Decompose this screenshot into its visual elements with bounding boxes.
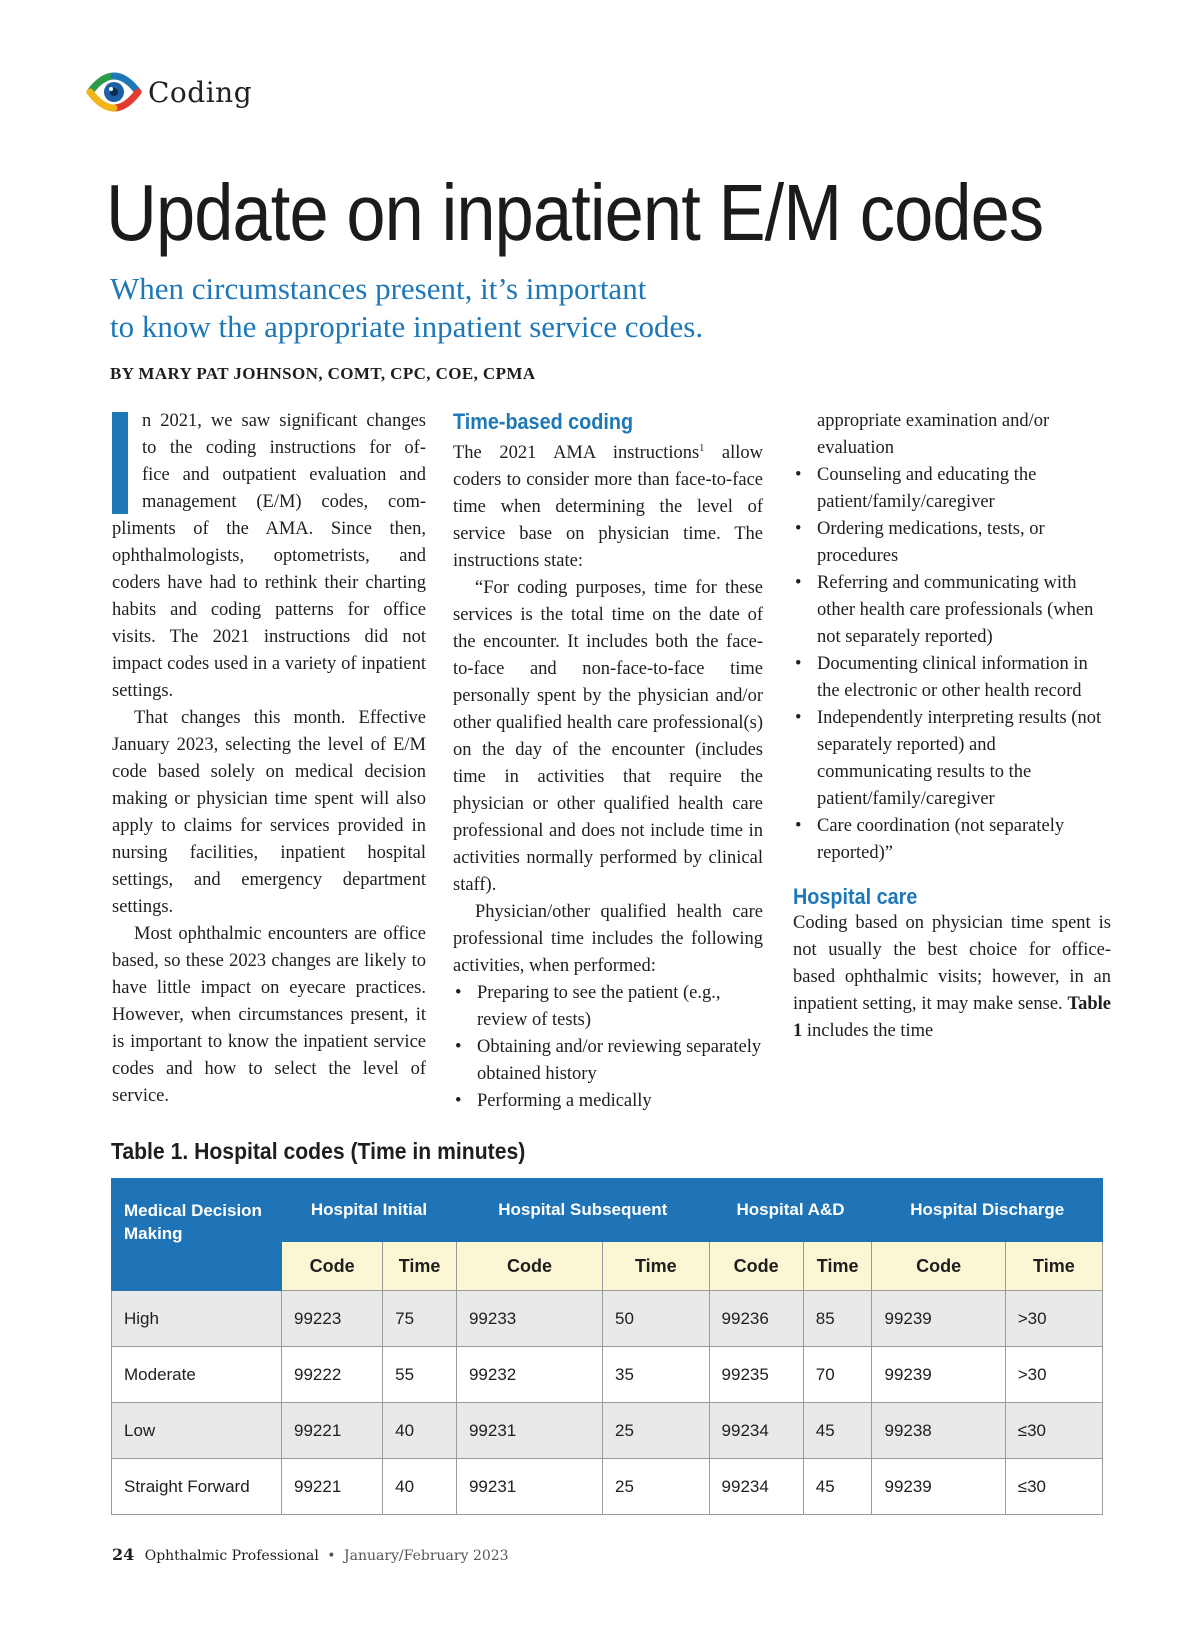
row-label: Moderate <box>112 1347 282 1403</box>
list-item: • Care coordination (not separately reported)” <box>817 813 1111 867</box>
table-cell: 99233 <box>456 1291 602 1347</box>
activity-list-continued <box>793 462 1111 867</box>
table-cell: 99232 <box>456 1347 602 1403</box>
subheader-cell: Code <box>282 1242 383 1291</box>
group-header: Hospital Initial <box>282 1179 457 1242</box>
drop-cap <box>112 412 128 514</box>
table-cell: 99231 <box>456 1403 602 1459</box>
publication-name: Ophthalmic Professional <box>144 1548 319 1564</box>
article-title: Update on inpatient E/M codes <box>106 168 1044 257</box>
subheader-cell: Time <box>803 1242 872 1291</box>
table-cell: 99239 <box>872 1459 1005 1515</box>
table-cell: 99223 <box>282 1291 383 1347</box>
table-row <box>112 1403 1103 1459</box>
table-cell: 75 <box>383 1291 457 1347</box>
table-cell: 45 <box>803 1403 872 1459</box>
table-body <box>112 1291 1103 1515</box>
paragraph-text: includes the time <box>802 1021 934 1041</box>
paragraph: That changes this month. Effective January 2023, selecting the level of E/M code based solely on medical decision making or physician time spent will also apply to claims for services provided in nursing facilities, inpatient hospital settings, and emergency department settings. <box>112 708 426 917</box>
row-label: Low <box>112 1403 282 1459</box>
paragraph-intro <box>112 408 426 705</box>
corner-header: Medical Decision Making <box>112 1179 282 1291</box>
subhead-time-based-coding: Time-based coding <box>453 409 634 434</box>
row-label: Straight Forward <box>112 1459 282 1515</box>
group-header: Hospital Subsequent <box>456 1179 709 1242</box>
subheader-cell: Time <box>1005 1242 1102 1291</box>
table-caption: Table 1. Hospital codes (Time in minutes) <box>111 1138 526 1164</box>
table-cell: 99221 <box>282 1459 383 1515</box>
table-cell: ≤30 <box>1005 1403 1102 1459</box>
paragraph <box>453 435 763 575</box>
subheader-cell: Code <box>709 1242 803 1291</box>
table-cell: 99221 <box>282 1403 383 1459</box>
hospital-codes-table <box>111 1178 1103 1515</box>
article-deck <box>110 270 810 346</box>
page-footer <box>112 1545 509 1564</box>
table-row <box>112 1459 1103 1515</box>
table-cell: 99222 <box>282 1347 383 1403</box>
table-cell: ≤30 <box>1005 1459 1102 1515</box>
quote-paragraph: “For coding purposes, time for these services is the total time on the date of the encounter. It includes both the face-to-face and non-face-to-face time personally spent by the physician and/or other qualified health care professional(s) on the day of the encounter (includes time in activities that require the physician or other qualified health care professional and does not include time in activities normally performed by clinical staff). <box>453 578 763 896</box>
article-column-1 <box>112 408 426 1110</box>
row-label: High <box>112 1291 282 1347</box>
subheader-cell: Code <box>456 1242 602 1291</box>
subhead-hospital-care: Hospital care <box>793 884 918 909</box>
paragraph: Physician/other qualified health care professional time includes the following activities, when performed: <box>453 902 763 977</box>
table-cell: >30 <box>1005 1291 1102 1347</box>
issue-date: January/February 2023 <box>343 1548 509 1564</box>
byline: BY MARY PAT JOHNSON, COMT, CPC, COE, CPMA <box>110 364 536 383</box>
paragraph-text: allow coders to consider more than face-to-face time when determining the level of service base on physician time. The instructions state: <box>453 443 763 572</box>
table-cell: 45 <box>803 1459 872 1515</box>
table-cell: 40 <box>383 1403 457 1459</box>
table-row <box>112 1347 1103 1403</box>
paragraph-text: The 2021 AMA instructions <box>453 443 700 464</box>
section-tag <box>86 70 252 114</box>
table-cell: 25 <box>603 1459 710 1515</box>
table-cell: 99236 <box>709 1291 803 1347</box>
list-item: • Preparing to see the patient (e.g., review of tests) <box>477 980 763 1034</box>
footer-separator: • <box>327 1548 336 1564</box>
table-cell: 40 <box>383 1459 457 1515</box>
table-row <box>112 1291 1103 1347</box>
table-cell: 99239 <box>872 1347 1005 1403</box>
footnote-ref: 1 <box>699 443 705 454</box>
table-cell: 55 <box>383 1347 457 1403</box>
table-cell: 35 <box>603 1347 710 1403</box>
group-header: Hospital A&D <box>709 1179 872 1242</box>
paragraph <box>793 910 1111 1045</box>
list-item: • Referring and communicating with other health care professionals (when not separately reported) <box>817 570 1111 651</box>
section-label: Coding <box>148 75 253 109</box>
table-cell: 99234 <box>709 1403 803 1459</box>
table-cell: 99231 <box>456 1459 602 1515</box>
table-cell: 85 <box>803 1291 872 1347</box>
paragraph-text: Coding based on physician time spent is not usually the best choice for office-based ophthalmic visits; however, in an inpatient setting, it may make sense. <box>793 913 1111 1014</box>
list-item: • Counseling and educating the patient/family/caregiver <box>817 462 1111 516</box>
intro-line: fice and outpatient evaluation and <box>142 465 426 485</box>
group-header: Hospital Discharge <box>872 1179 1103 1242</box>
paragraph: Most ophthalmic encounters are office based, so these 2023 changes are likely to have little impact on eyecare practices. However, when circumstances present, it is important to know the inpatient service codes and how to select the level of service. <box>112 924 426 1106</box>
table-group-header-row <box>112 1179 1103 1242</box>
intro-line: management (E/M) codes, com- <box>142 492 426 512</box>
list-continuation: appropriate examination and/or evaluation <box>817 411 1050 458</box>
table-cell: 70 <box>803 1347 872 1403</box>
article-column-3 <box>793 408 1111 1045</box>
subheader-cell: Time <box>383 1242 457 1291</box>
deck-line-1: When circumstances present, it’s important <box>110 271 647 306</box>
table-cell: 99238 <box>872 1403 1005 1459</box>
list-item: • Ordering medications, tests, or procedures <box>817 516 1111 570</box>
table-cell: >30 <box>1005 1347 1102 1403</box>
activity-list <box>453 980 763 1115</box>
page-number: 24 <box>112 1545 135 1564</box>
subheader-cell: Time <box>603 1242 710 1291</box>
eye-icon <box>86 70 142 114</box>
list-item: • Documenting clinical information in the electronic or other health record <box>817 651 1111 705</box>
article-column-2 <box>453 408 763 1115</box>
table-cell: 50 <box>603 1291 710 1347</box>
intro-line: n 2021, we saw significant changes <box>142 411 426 431</box>
intro-line: to the coding instructions for of- <box>142 438 426 458</box>
table-reference: Table 1 <box>793 994 1111 1041</box>
deck-line-2: to know the appropriate inpatient service codes. <box>110 309 704 344</box>
table-cell: 99239 <box>872 1291 1005 1347</box>
list-item: • Independently interpreting results (not separately reported) and communicating results to the patient/family/caregiver <box>817 705 1111 813</box>
list-item: • Performing a medically <box>477 1088 763 1115</box>
list-item: • Obtaining and/or reviewing separately obtained history <box>477 1034 763 1088</box>
subheader-cell: Code <box>872 1242 1005 1291</box>
table-cell: 99234 <box>709 1459 803 1515</box>
table-cell: 99235 <box>709 1347 803 1403</box>
table-cell: 25 <box>603 1403 710 1459</box>
intro-rest: pliments of the AMA. Since then, ophthalmologists, optometrists, and coders have had to rethink their charting habits and coding patterns for office visits. The 2021 instructions did not impact codes used in a variety of inpatient settings. <box>112 519 426 701</box>
